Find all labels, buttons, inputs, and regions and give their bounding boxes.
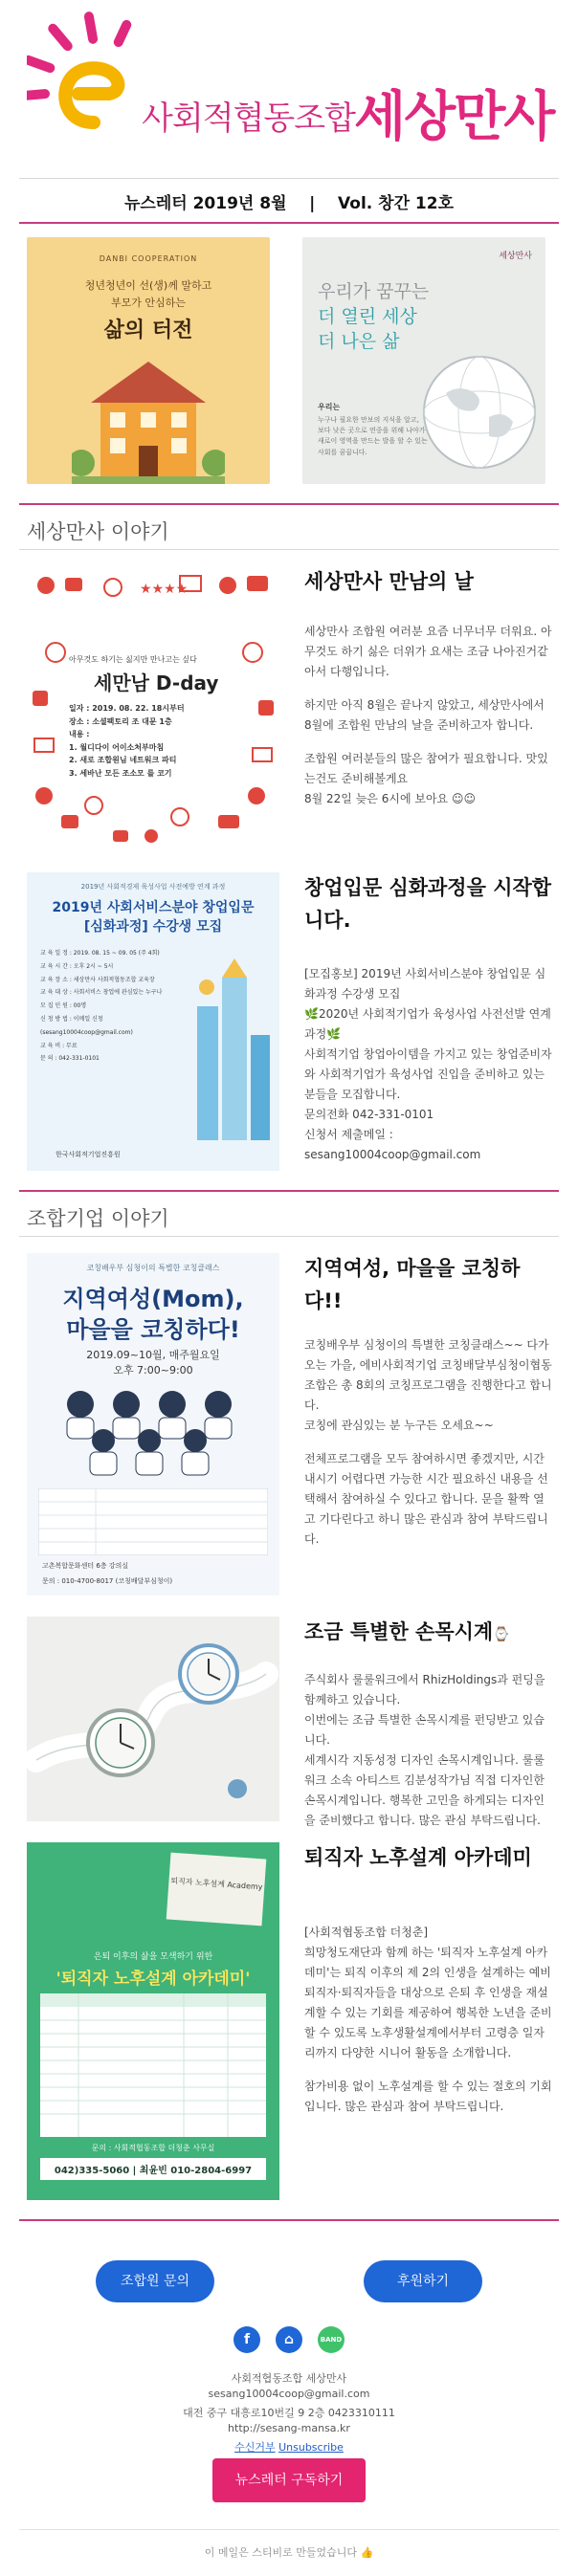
sun-logo-icon [27,10,161,143]
divider [19,1236,559,1237]
article-body: 주식회사 룰룰워크에서 RhizHoldings과 펀딩을 함께하고 있습니다. 이번에는 조금 특별한 손목시계를 펀딩받고 있습니다. 세계시각 지동성정 디자인 손목시계입니다. 룰룰워크 소속 아티스트 김분성작가님 직접 디자인한 손목시계입니다. 행복한 고민을 하게되는 디자인을 준비했다고 합니다. 많은 관심 부탁드립니다. [304,1673,545,1827]
schedule-table-icon [38,1488,268,1555]
brand-big-text: 세상만사 [354,86,554,148]
divider [19,503,559,505]
thumb1-line: 아무것도 하기는 싫지만 만나고는 싶다 [69,655,197,664]
thumb-retiree-academy[interactable] [27,1842,279,2200]
house-illustration-icon [72,350,225,484]
article-body: [사회적협동조합 더청춘] 희망청도재단과 함께 하는 '퇴직자 노후설계 아카데미'는 퇴직 이후의 제 2의 인생을 설계하는 예비퇴직자·퇴직자들을 대상으로 은퇴 후 인생을 재설계할 수 있는 기회를 제공하여 행복한 노년을 준비할 수 있도록 노후생활설계에서부터 고령층 일자리까지 다양한 시니어 활동을 소개합니다. 참가비용 없이 노후설계를 할 수 있는 절호의 기회입니다. 많은 관심과 참여 부탁드립니다. [304,1926,552,2113]
article-title[interactable]: 창업입문 심화과정을 시작합니다. [304,876,552,932]
thumb3-top: 코칭배우부 심청이의 특별한 코칭클래스 [86,1264,220,1272]
footer-made-with: 이 메일은 스티비로 만들었습니다 👍 [204,2546,374,2559]
watch-photo-icon [27,1617,279,1821]
thumb-meetup[interactable] [27,566,279,849]
article-title[interactable]: 세상만사 만남의 날 [304,570,474,593]
brand-small-text: 사회적협동조합 [142,99,355,138]
thumb2-title: 2019년 사회서비스분야 창업입문 [52,900,255,915]
thumb5-badge: 퇴직자 노후설계 Academy [167,1853,267,1926]
thumb2-title: [심화과정] 수강생 모집 [83,919,223,935]
divider [19,2219,559,2221]
footer-email: sesang10004coop@gmail.com [208,2388,370,2400]
unsubscribe-ko-link[interactable]: 수신거부 [234,2441,276,2454]
banner-line: 우리가 꿈꾸는 [318,281,430,302]
footer-unsubscribe [0,2439,578,2455]
article-body: 코칭배우부 심청이의 특별한 코칭클래스~~ 다가오는 가을, 에비사회적기업 코칭배달부심청이협동조합은 총 8회의 코칭프로그램을 진행한다고 합니다. 코칭에 관심있는 분 누구든 오세요~~ 전체프로그램을 모두 참여하시면 좋겠지만, 시간내시기 어렵다면 가능한 시간 필요하신 내용을 선택해서 참여하실 수 있다고 합니다. 문을 활짝 열고 기다린다고 하니 많은 관심과 참여 부탁드립니다. [304,1338,552,1546]
article-body: [모집홍보] 2019년 사회서비스분야 창업입문 심화과정 수강생 모집 🌿2020년 사회적기업가 육성사업 사전선발 연계과정🌿 사회적기업 창업아이템을 가지고 있는 창업준비자와 사회적기업가 육성사업 진입을 준비하고 있는 분들을 모집합니다. 문의전화 042-331-0101 신청서 제출메일 : sesang10004coop@gmail.com [304,967,552,1161]
thumb2-details: 교 육 일 정 : 2019. 08. 15 ~ 09. 05 (주 4회) 교 육 시 간 : 오후 2시 ~ 5시 교 육 장 소 : 세상만사 사회적협동조합 교육장 교 육 대 상 : 사회서비스 창업에 관심있는 누구나 모 집 인 원 : 00명 신 청 방 법 : 이메일 신청 (sesang10004coop@gmail.com) 교 육 비 : 무료 문 의 : 042-331-0101 [40,950,163,1063]
subscribe-button[interactable]: 뉴스레터 구독하기 [212,2458,366,2502]
article-title[interactable]: 지역여성, 마을을 코칭하다!! [304,1257,521,1312]
banner-line: 부모가 안심하는 [111,297,186,309]
masthead [0,0,578,182]
thumb5-footer: 문의 : 사회적협동조합 더청춘 사무실 [91,2144,215,2152]
thumb5-phone: 042)335-5060 | 최윤빈 010-2804-6997 [40,2158,266,2180]
thumb3-title: 지역여성(Mom), [62,1286,244,1312]
thumb3-time: 오후 7:00~9:00 [113,1364,193,1376]
band-icon[interactable]: BAND [318,2326,345,2353]
thumb3-place: 고촌복합문화센터 6층 강의실 [42,1562,129,1570]
footer-org: 사회적협동조합 세상만사 [231,2372,347,2385]
globe-icon [417,350,542,474]
thumb2-footer: 한국사회적기업진흥원 [56,1151,121,1158]
banner-subhead: 우리는 [318,403,341,411]
thumb2-top: 2019년 사회적경제 육성사업 사전예방 연계 과정 [80,883,226,891]
banner-title: 삶의 터전 [103,319,193,342]
banner-logo: 세상만사 [499,252,532,261]
thumb1-title: 세만남 D-day [94,672,219,694]
banner-line: 청년청년이 선(생)께 말하고 [84,279,212,292]
unsubscribe-en-link[interactable]: Unsubscribe [278,2441,344,2454]
thumb5-title: '퇴직자 노후설계 아카데미' [56,1970,251,1989]
academy-table-icon [40,1993,266,2137]
article-body: 세상만사 조합원 여러분 요즘 너무너무 더워요. 아무것도 하기 싫은 더위가 요새는 조금 나아진거같아서 다행입니다. 하지만 아직 8월은 끝나지 않았고, 세상만사에서 8월에 조합원 만남의 날을 준비하고자 합니다. 조합원 여러분들의 많은 참여가 필요합니다. 맛있는건도 준비해볼게요 8월 22일 늦은 6시에 보아요 ☺☺ [304,625,552,805]
banner-subtext: 누구나 필요한 만보의 지식을 알고, 보다 낮은 곳으로 연중을 위해 나아가 새로이 영역을 만드는 발을 할 수 있는 사회를 꿈꿉니다. [318,416,428,456]
banner-line: 더 나은 삶 [318,331,400,352]
article-title[interactable]: 조금 특별한 손목시계⌚ [304,1620,510,1643]
banner-tag: DANBI COOPERATION [99,254,198,263]
article-title[interactable]: 퇴직자 노후설계 아카데미 [304,1846,532,1869]
thumb3-date: 2019.09~10월, 매주월요일 [86,1349,220,1361]
divider [19,2529,559,2530]
thumb-watch-photo[interactable] [27,1617,279,1821]
thumb1-details: 일자 : 2019. 08. 22. 18시부터 장소 : 소셜팩토리 조 대문 1층 내용 : 1. 월디다이 어이소처부마침 2. 새로 조합원님 네트워크 파티 3. 세바난 모든 조소모 를 코기 [69,704,185,778]
join-inquiry-button[interactable]: 조합원 문의 [96,2260,214,2302]
thumb3-title: 마을을 코칭하다! [66,1316,240,1343]
section-title-story: 세상만사 이야기 [27,520,169,543]
divider [19,549,559,550]
issue-info: 뉴스레터 2019년 8월 | Vol. 창간 12호 [123,194,455,213]
divider [19,1190,559,1192]
divider [19,222,559,224]
watch-icon: ⌚ [493,1627,510,1642]
home-icon[interactable]: ⌂ [276,2326,302,2353]
divider [19,178,559,179]
thumb-startup-course[interactable] [27,872,279,1171]
footer-url[interactable]: http://sesang-mansa.kr [228,2422,350,2434]
facebook-icon[interactable]: f [233,2326,260,2353]
thumb3-contact: 문의 : 010-4700-8017 (코칭배달부심청이) [42,1577,173,1585]
city-illustration-icon [188,949,276,1140]
svg-text:★★★★: ★★★★ [140,582,189,597]
section-title-coop: 조합기업 이야기 [27,1207,169,1230]
banner-vision[interactable] [302,237,545,484]
banner-line: 더 열린 세상 [318,306,417,327]
donate-button[interactable]: 후원하기 [364,2260,482,2302]
thumb5-top: 은퇴 이후의 삶을 모색하기 위한 [93,1952,213,1962]
women-illustration-icon [52,1383,255,1479]
thumb-coaching[interactable] [27,1253,279,1596]
footer-address: 대전 중구 대흥로10번길 9 2층 0423310111 [183,2407,395,2419]
banner-home[interactable] [27,237,270,484]
